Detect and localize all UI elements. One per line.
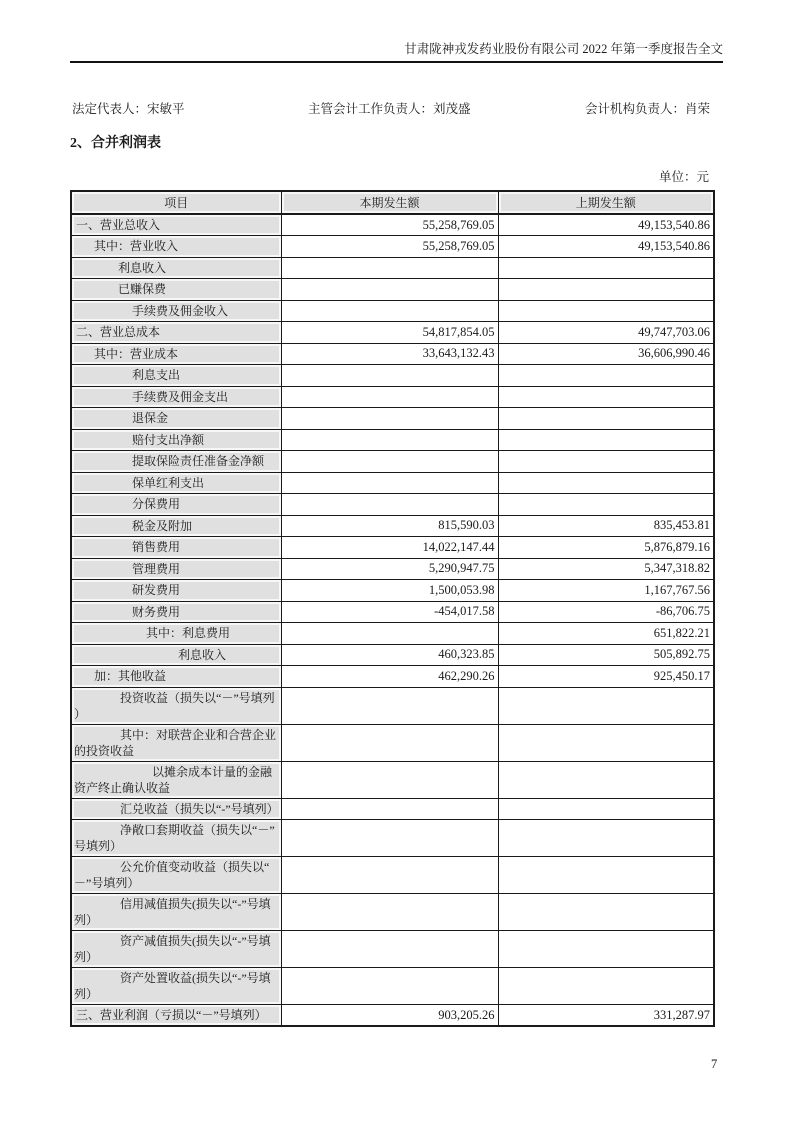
current-period-amount-cell: 33,643,132.43 <box>281 343 498 365</box>
table-row <box>71 761 714 798</box>
officers-row <box>70 99 723 115</box>
current-period-amount-cell <box>281 894 498 931</box>
item-label-cell: 已赚保费 <box>71 279 281 301</box>
table-row <box>71 820 714 857</box>
table-row <box>71 300 714 322</box>
prior-period-amount-cell: 5,876,879.16 <box>498 537 714 559</box>
prior-period-amount-cell: 5,347,318.82 <box>498 558 714 580</box>
item-label-cell: 赔付支出净额 <box>71 429 281 451</box>
current-period-amount-cell: 815,590.03 <box>281 515 498 537</box>
item-label-cell: 其中：利息费用 <box>71 623 281 645</box>
item-label-cell: 手续费及佣金支出 <box>71 386 281 408</box>
item-label-cell: 利息支出 <box>71 365 281 387</box>
current-period-amount-cell <box>281 386 498 408</box>
table-row <box>71 666 714 688</box>
current-period-amount-cell <box>281 472 498 494</box>
prior-period-amount-cell: 1,167,767.56 <box>498 580 714 602</box>
table-row <box>71 798 714 820</box>
table-row <box>71 472 714 494</box>
item-label-cell: 手续费及佣金收入 <box>71 300 281 322</box>
current-period-amount-cell: 462,290.26 <box>281 666 498 688</box>
prior-period-amount-cell <box>498 798 714 820</box>
current-period-amount-cell: 14,022,147.44 <box>281 537 498 559</box>
prior-period-amount-cell <box>498 257 714 279</box>
item-label-cell: 退保金 <box>71 408 281 430</box>
prior-period-amount-cell <box>498 386 714 408</box>
current-period-amount-cell <box>281 494 498 516</box>
item-label-cell: 财务费用 <box>71 601 281 623</box>
prior-period-amount-cell <box>498 931 714 968</box>
page-content <box>70 0 723 1122</box>
table-row <box>71 687 714 724</box>
item-label-cell: 管理费用 <box>71 558 281 580</box>
item-label-cell: 利息收入 <box>71 644 281 666</box>
prior-period-amount-cell: 331,287.97 <box>498 1005 714 1027</box>
table-row <box>71 322 714 344</box>
current-period-amount-cell: 54,817,854.05 <box>281 322 498 344</box>
item-label-cell: 研发费用 <box>71 580 281 602</box>
current-period-amount-cell <box>281 857 498 894</box>
table-row <box>71 724 714 761</box>
current-period-amount-cell <box>281 300 498 322</box>
item-label-cell: 一、营业总收入 <box>71 214 281 236</box>
current-period-amount-cell: 55,258,769.05 <box>281 214 498 236</box>
prior-period-amount-cell <box>498 724 714 761</box>
current-period-amount-cell <box>281 761 498 798</box>
prior-period-amount-cell <box>498 429 714 451</box>
current-period-amount-cell <box>281 687 498 724</box>
current-period-amount-cell <box>281 931 498 968</box>
prior-period-amount-cell: 925,450.17 <box>498 666 714 688</box>
table-row <box>71 968 714 1005</box>
prior-period-amount-cell: 49,747,703.06 <box>498 322 714 344</box>
item-label-cell: 分保费用 <box>71 494 281 516</box>
accounting-org-head-label: 会计机构负责人：肖荣 <box>585 102 711 116</box>
table-row <box>71 343 714 365</box>
table-row <box>71 857 714 894</box>
unit-label: 单位：元 <box>658 170 709 184</box>
table-row <box>71 408 714 430</box>
item-label-cell: 其中：营业收入 <box>71 236 281 258</box>
item-label-cell: 资产减值损失(损失以“-”号填列） <box>71 931 281 968</box>
item-label-cell: 二、营业总成本 <box>71 322 281 344</box>
table-row <box>71 429 714 451</box>
table-row <box>71 931 714 968</box>
document-header <box>70 42 723 63</box>
item-label-cell: 净敞口套期收益（损失以“－”号填列） <box>71 820 281 857</box>
prior-period-amount-cell: 49,153,540.86 <box>498 236 714 258</box>
prior-period-amount-cell: -86,706.75 <box>498 601 714 623</box>
item-label-cell: 其中：营业成本 <box>71 343 281 365</box>
table-row <box>71 365 714 387</box>
section-title: 2、合并利润表 <box>70 136 161 151</box>
prior-period-amount-cell <box>498 857 714 894</box>
prior-period-amount-cell <box>498 820 714 857</box>
document-title: 甘肃陇神戎发药业股份有限公司 2022 年第一季度报告全文 <box>404 42 723 56</box>
prior-period-amount-cell <box>498 894 714 931</box>
prior-period-amount-cell: 505,892.75 <box>498 644 714 666</box>
current-period-amount-cell <box>281 429 498 451</box>
prior-period-amount-cell: 36,606,990.46 <box>498 343 714 365</box>
table-row <box>71 214 714 236</box>
table-row <box>71 537 714 559</box>
prior-period-amount-cell <box>498 300 714 322</box>
current-period-amount-cell: 5,290,947.75 <box>281 558 498 580</box>
item-label-cell: 加：其他收益 <box>71 666 281 688</box>
col-header-item: 项目 <box>71 191 281 214</box>
income-statement-table <box>70 190 715 1027</box>
prior-period-amount-cell: 835,453.81 <box>498 515 714 537</box>
prior-period-amount-cell <box>498 761 714 798</box>
item-label-cell: 汇兑收益（损失以“-”号填列） <box>71 798 281 820</box>
table-row <box>71 494 714 516</box>
table-row <box>71 623 714 645</box>
legal-representative-label: 法定代表人：宋敏平 <box>72 102 185 116</box>
table-row <box>71 558 714 580</box>
current-period-amount-cell <box>281 820 498 857</box>
item-label-cell: 三、营业利润（亏损以“－”号填列） <box>71 1005 281 1027</box>
prior-period-amount-cell <box>498 408 714 430</box>
table-row <box>71 257 714 279</box>
col-header-prior-period: 上期发生额 <box>498 191 714 214</box>
item-label-cell: 提取保险责任准备金净额 <box>71 451 281 473</box>
table-row <box>71 1005 714 1027</box>
current-period-amount-cell: 903,205.26 <box>281 1005 498 1027</box>
current-period-amount-cell: -454,017.58 <box>281 601 498 623</box>
item-label-cell: 税金及附加 <box>71 515 281 537</box>
item-label-cell: 投资收益（损失以“－”号填列） <box>71 687 281 724</box>
current-period-amount-cell <box>281 968 498 1005</box>
item-label-cell: 保单红利支出 <box>71 472 281 494</box>
page-number: 7 <box>711 1057 718 1071</box>
item-label-cell: 以摊余成本计量的金融资产终止确认收益 <box>71 761 281 798</box>
current-period-amount-cell <box>281 798 498 820</box>
current-period-amount-cell <box>281 623 498 645</box>
prior-period-amount-cell <box>498 365 714 387</box>
prior-period-amount-cell <box>498 494 714 516</box>
current-period-amount-cell: 55,258,769.05 <box>281 236 498 258</box>
table-row <box>71 515 714 537</box>
prior-period-amount-cell <box>498 472 714 494</box>
table-row <box>71 386 714 408</box>
chief-accountant-label: 主管会计工作负责人：刘茂盛 <box>308 102 471 116</box>
prior-period-amount-cell: 49,153,540.86 <box>498 214 714 236</box>
current-period-amount-cell: 460,323.85 <box>281 644 498 666</box>
current-period-amount-cell <box>281 279 498 301</box>
current-period-amount-cell <box>281 451 498 473</box>
table-row <box>71 236 714 258</box>
item-label-cell: 利息收入 <box>71 257 281 279</box>
current-period-amount-cell <box>281 724 498 761</box>
table-header-row <box>71 191 714 214</box>
prior-period-amount-cell <box>498 451 714 473</box>
table-row <box>71 644 714 666</box>
item-label-cell: 资产处置收益(损失以“-”号填列） <box>71 968 281 1005</box>
item-label-cell: 公允价值变动收益（损失以“－”号填列） <box>71 857 281 894</box>
prior-period-amount-cell <box>498 968 714 1005</box>
current-period-amount-cell <box>281 365 498 387</box>
col-header-current-period: 本期发生额 <box>281 191 498 214</box>
table-row <box>71 580 714 602</box>
prior-period-amount-cell <box>498 279 714 301</box>
prior-period-amount-cell: 651,822.21 <box>498 623 714 645</box>
item-label-cell: 销售费用 <box>71 537 281 559</box>
table-row <box>71 451 714 473</box>
prior-period-amount-cell <box>498 687 714 724</box>
table-row <box>71 601 714 623</box>
table-row <box>71 279 714 301</box>
table-row <box>71 894 714 931</box>
current-period-amount-cell: 1,500,053.98 <box>281 580 498 602</box>
current-period-amount-cell <box>281 257 498 279</box>
current-period-amount-cell <box>281 408 498 430</box>
item-label-cell: 其中：对联营企业和合营企业的投资收益 <box>71 724 281 761</box>
item-label-cell: 信用减值损失(损失以“-”号填列） <box>71 894 281 931</box>
